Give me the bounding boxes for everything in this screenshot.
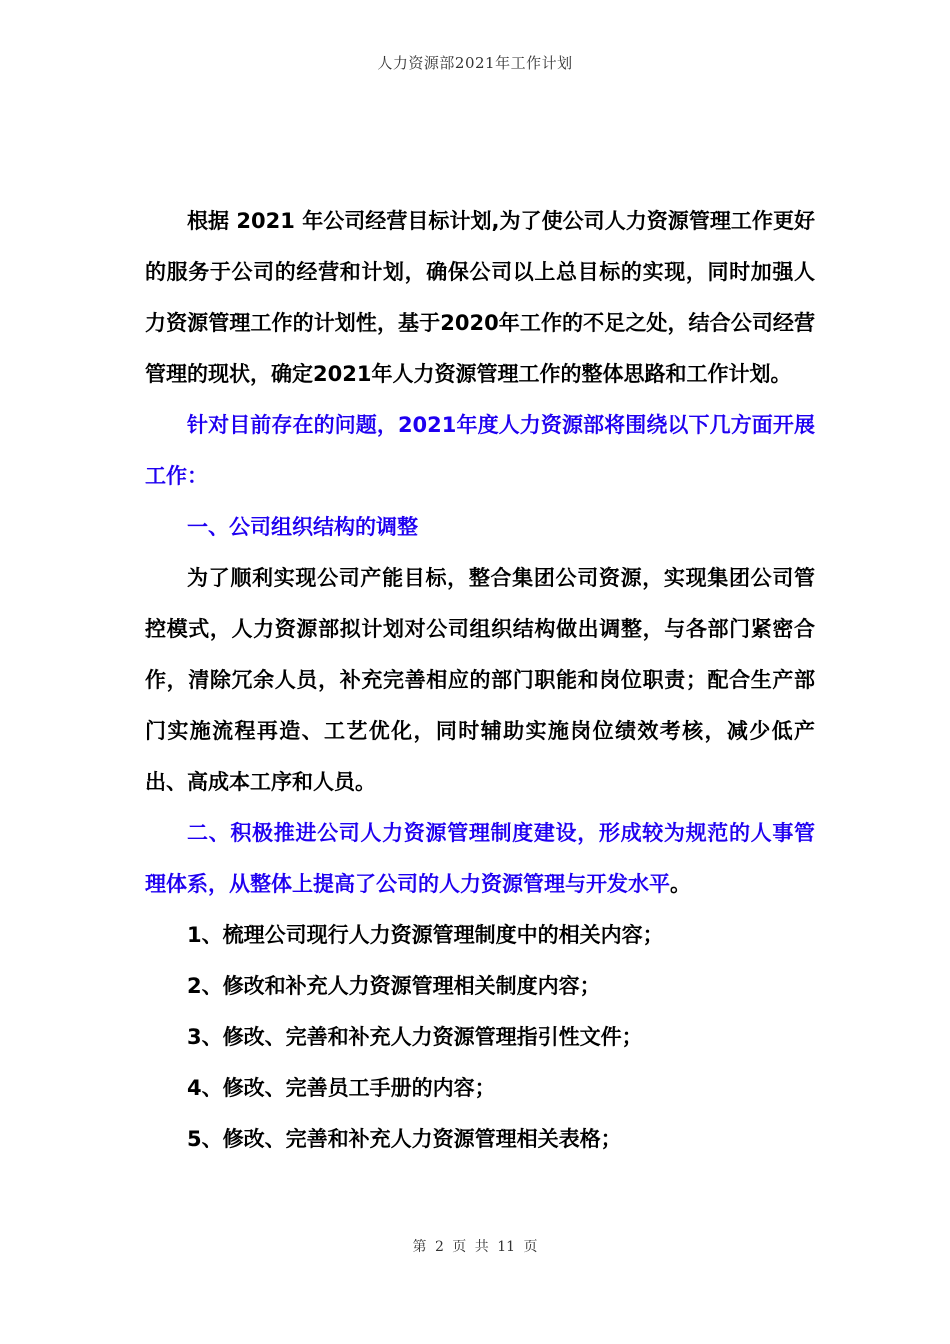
list-item-4: 4、修改、完善员工手册的内容；	[187, 1076, 496, 1100]
page-header: 人力资源部2021年工作计划	[377, 54, 573, 72]
section2-heading: 二、积极推进公司人力资源管理制度建设，形成较为规范的人事管理体系，从整体上提高了公司的人力资源管理与开发水平	[145, 821, 815, 896]
page-number: 第 2 页 共 11 页	[412, 1239, 538, 1255]
list-item-3: 3、修改、完善和补充人力资源管理指引性文件；	[187, 1025, 643, 1049]
section2-period: 。	[670, 872, 691, 896]
document-body	[145, 196, 815, 1165]
list-item-5: 5、修改、完善和补充人力资源管理相关表格；	[187, 1127, 622, 1151]
section2-heading-paragraph	[145, 808, 815, 910]
section1-paragraph: 为了顺利实现公司产能目标，整合集团公司资源，实现集团公司管控模式，人力资源部拟计划对公司组织结构做出调整，与各部门紧密合作，清除冗余人员，补充完善相应的部门职能和岗位职责；配合生产部门实施流程再造、工艺优化，同时辅助实施岗位绩效考核，减少低产出、高成本工序和人员。	[145, 566, 815, 794]
intro-paragraph: 根据 2021 年公司经营目标计划,为了使公司人力资源管理工作更好的服务于公司的经营和计划，确保公司以上总目标的实现，同时加强人力资源管理工作的计划性，基于2020年工作的不足之处，结合公司经营管理的现状，确定2021年人力资源管理工作的整体思路和工作计划。	[145, 209, 815, 386]
section1-heading: 一、公司组织结构的调整	[187, 515, 418, 539]
list-item-2: 2、修改和补充人力资源管理相关制度内容；	[187, 974, 601, 998]
focus-heading: 针对目前存在的问题，2021年度人力资源部将围绕以下几方面开展工作：	[145, 413, 815, 488]
list-item-1: 1、梳理公司现行人力资源管理制度中的相关内容；	[187, 923, 664, 947]
